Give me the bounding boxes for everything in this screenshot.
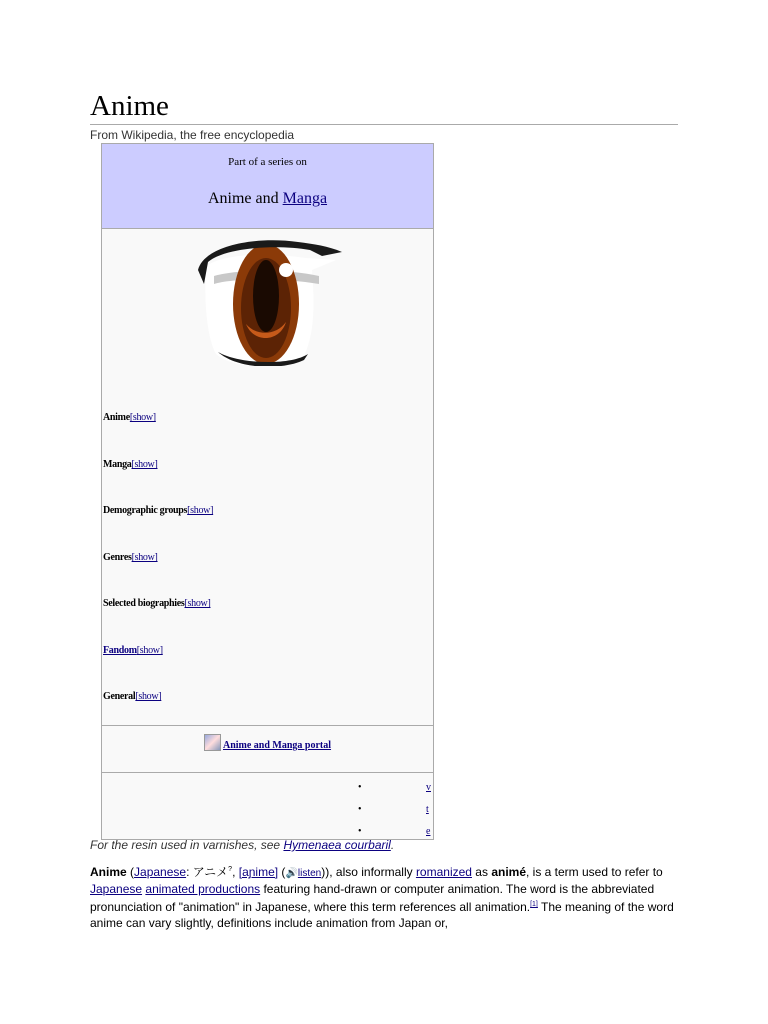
series-infobox (101, 143, 434, 840)
show-toggle-anime[interactable]: [show] (129, 412, 156, 423)
infobox-section-label: Genres (103, 552, 132, 563)
show-toggle-fandom[interactable]: [show] (136, 645, 163, 656)
navbar-talk-link[interactable]: t (426, 804, 429, 815)
infobox-section-label: Anime (103, 412, 130, 423)
lead-term: Anime (90, 865, 127, 879)
navbar-bullet: • (358, 826, 362, 837)
infobox-section-label: Selected biographies (103, 598, 185, 609)
katakana-text: アニメ (192, 865, 229, 879)
animated-productions-link[interactable]: animated productions (145, 881, 261, 896)
lead-paragraph (90, 862, 680, 931)
infobox-section-label: Manga (103, 459, 132, 470)
show-toggle-demographic-groups[interactable]: [show] (187, 505, 214, 516)
hatnote-end: . (390, 838, 395, 852)
site-tagline: From Wikipedia, the free encyclopedia (90, 128, 295, 142)
reference-link[interactable]: [1] (530, 901, 538, 909)
romanized-link[interactable]: romanized (415, 865, 472, 879)
ipa-link[interactable]: [aɲime] (238, 865, 279, 879)
anime-eye-image (194, 236, 344, 366)
infobox-divider (102, 772, 433, 773)
lead-text: , is a term used to refer to (526, 865, 663, 879)
infobox-section-anime (103, 412, 156, 423)
infobox-divider (102, 725, 433, 726)
infobox-series-name (102, 190, 433, 208)
speaker-icon: 🔊 (285, 868, 298, 879)
lead-text: : (186, 865, 193, 879)
lead-text: featuring hand-drawn or computer animation. The word is the abbreviated pronunciation of "animation" in Japanese, where this term references all animation. (90, 881, 655, 915)
portal-link[interactable]: Anime and Manga portal (222, 740, 332, 751)
manga-link[interactable]: Manga (282, 190, 328, 207)
lead-text: as (471, 865, 492, 879)
fandom-link[interactable]: Fandom (103, 645, 137, 656)
infobox-section-manga (103, 459, 158, 470)
show-toggle-selected-biographies[interactable]: [show] (184, 598, 211, 609)
navbar-view-link[interactable]: v (426, 782, 431, 793)
page-title: Anime (90, 90, 169, 122)
japanese-language-link[interactable]: Japanese (134, 865, 187, 879)
hymenaea-link[interactable]: Hymenaea courbaril (283, 838, 391, 852)
hatnote (90, 838, 394, 852)
listen-link[interactable]: listen (297, 868, 322, 879)
lead-text: ( (126, 865, 135, 879)
infobox-section-label: Demographic groups (103, 505, 188, 516)
lead-text: )), also informally (321, 865, 416, 879)
anime-accent-term: animé (491, 865, 526, 879)
infobox-section-general (103, 691, 161, 702)
infobox-section-label: General (103, 691, 136, 702)
navbar-edit-link[interactable]: e (426, 826, 431, 837)
infobox-section-selected-biographies (103, 598, 210, 609)
show-toggle-genres[interactable]: [show] (131, 552, 158, 563)
lead-text: The meaning of the word anime can vary slightly, definitions include animation from Japan or, (90, 900, 674, 930)
japanese-link[interactable]: Japanese (90, 881, 143, 896)
infobox-section-demographic-groups (103, 505, 213, 516)
navbar-bullet: • (358, 782, 362, 793)
lead-text: ( (278, 865, 286, 879)
portal-row (102, 734, 433, 751)
navbar-bullet: • (358, 804, 362, 815)
hatnote-text: For the resin used in varnishes, see (90, 838, 284, 852)
infobox-section-genres (103, 552, 158, 563)
infobox-series-label: Part of a series on (228, 156, 307, 168)
infobox-header (102, 144, 433, 229)
lead-text: , (232, 865, 239, 879)
show-toggle-manga[interactable]: [show] (131, 459, 158, 470)
show-toggle-general[interactable]: [show] (135, 691, 162, 702)
katakana-note: ? (228, 866, 233, 873)
infobox-series-name-text: Anime and (207, 190, 283, 207)
portal-icon (204, 734, 221, 751)
infobox-section-fandom (103, 645, 163, 656)
title-divider (90, 124, 678, 125)
